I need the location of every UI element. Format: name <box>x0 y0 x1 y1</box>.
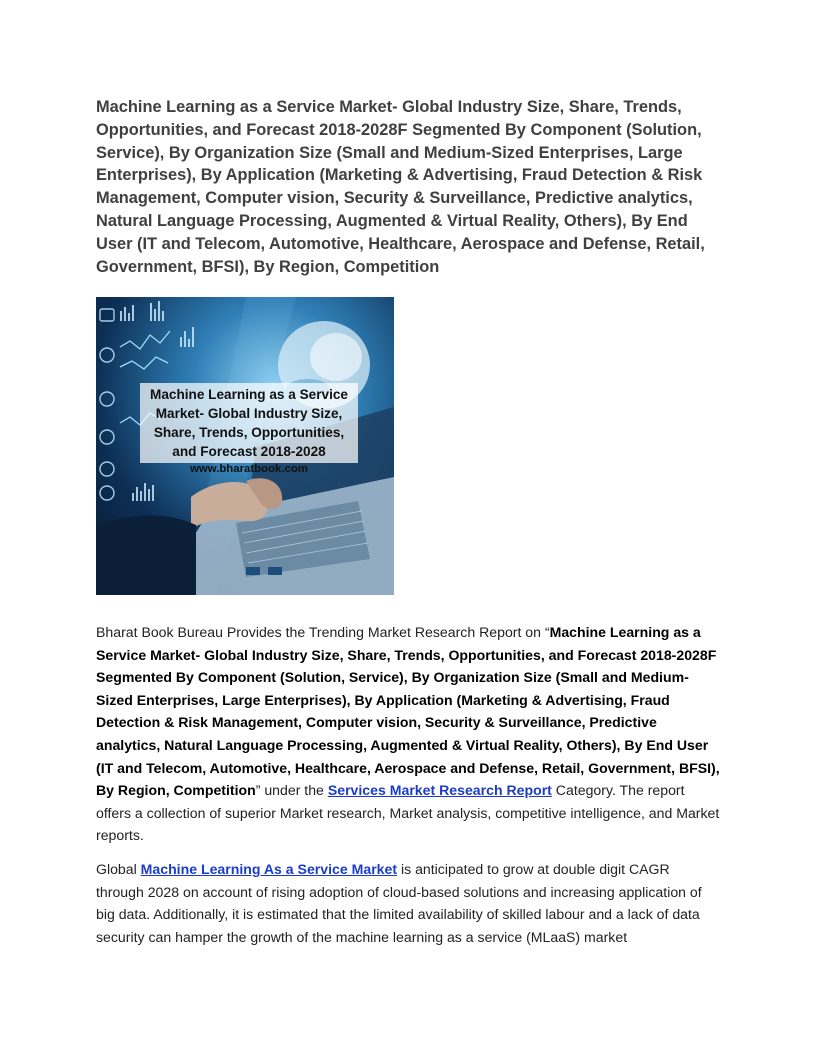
paragraph-intro <box>96 621 721 847</box>
paragraph-intro-lead: Bharat Book Bureau Provides the Trending Market Research Report on “ <box>96 624 550 640</box>
hero-url: www.bharatbook.com <box>190 463 308 475</box>
category-link[interactable]: Services Market Research Report <box>327 782 552 799</box>
paragraph-intro-outro: Category. The report offers a collection of superior Market research, Market analysis, competitive intelligence, and Market reports. <box>96 782 720 844</box>
report-name: Machine Learning as a Service Market- Global Industry Size, Share, Trends, Opportunities, and Forecast 2018-2028F Segmented By Component (Solution, Service), By Organization Size (Small and Medium-Sized Enterprises, Large Enterprises), By Application (Marketing & Advertising, Fraud Detection & Risk Management, Computer vision, Security & Surveillance, Predictive analytics, Natural Language Processing, Augmented & Virtual Reality, Others), By End User (IT and Telecom, Automotive, Healthcare, Aerospace and Defense, Retail, Government, BFSI), By Region, Competition <box>96 624 720 799</box>
paragraph-market-lead: Global <box>96 861 141 877</box>
paragraph-market <box>96 858 721 948</box>
paragraph-market-body: is anticipated to grow at double digit CAGR through 2028 on account of rising adoption of cloud-based solutions and increasing application of big data. Additionally, it is estimated that the limited availability of skilled labour and a lack of data security can hamper the growth of the machine learning as a service (MLaaS) market <box>96 861 702 945</box>
hero-caption: Machine Learning as a Service Market- Global Industry Size, Share, Trends, Opportunities, and Forecast 2018-2028 <box>150 387 348 459</box>
paragraph-intro-mid: ” under the <box>255 782 328 799</box>
market-link[interactable]: Machine Learning As a Service Market <box>140 861 398 877</box>
hero-image <box>96 297 394 595</box>
page-title: Machine Learning as a Service Market- Global Industry Size, Share, Trends, Opportunities, and Forecast 2018-2028F Segmented By Component (Solution, Service), By Organization Size (Small and Medium-Sized Enterprises, Large Enterprises), By Application (Marketing & Advertising, Fraud Detection & Risk Management, Computer vision, Security & Surveillance, Predictive analytics, Natural Language Processing, Augmented & Virtual Reality, Others), By End User (IT and Telecom, Automotive, Healthcare, Aerospace and Defense, Retail, Government, BFSI), By Region, Competition <box>96 98 705 276</box>
